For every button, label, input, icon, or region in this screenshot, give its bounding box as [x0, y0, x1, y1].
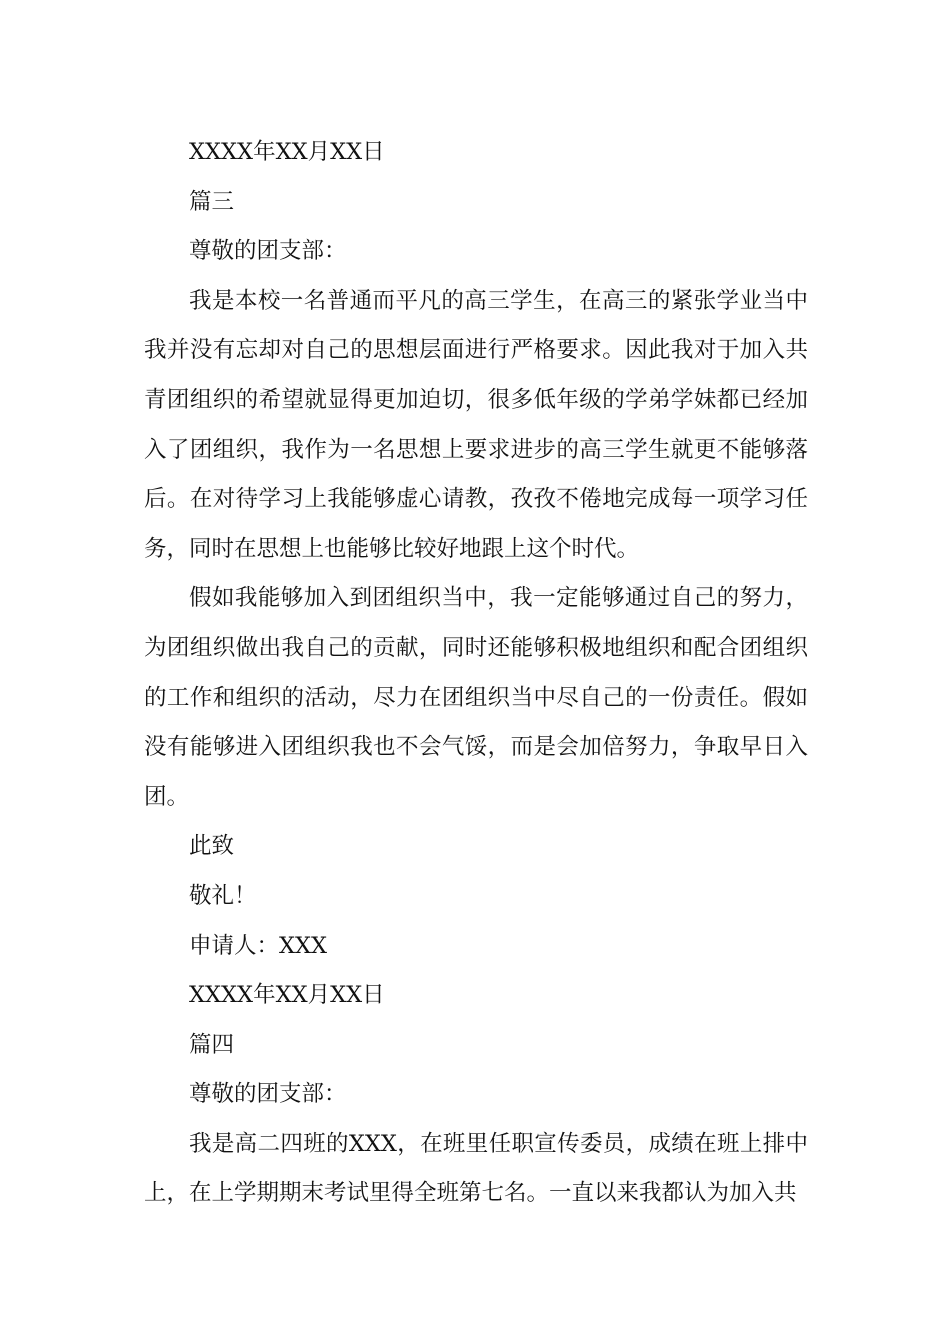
section-heading: 篇三	[189, 188, 235, 215]
body-paragraph: 我是高二四班的XXX，在班里任职宣传委员，成绩在班上排中上，在上学期期末考试里得全班第七名。一直以来我都认为加入共	[144, 1130, 808, 1207]
closing-line: 敬礼！	[189, 882, 257, 909]
salutation: 尊敬的团支部：	[189, 1081, 347, 1108]
date-line: XXXX年XX月XX日	[189, 982, 385, 1009]
body-paragraph: 假如我能够加入到团组织当中，我一定能够通过自己的努力，为团组织做出我自己的贡献，同时还能够积极地组织和配合团组织的工作和组织的活动，尽力在团组织当中尽自己的一份责任。假如没有能够进入团组织我也不会气馁，而是会加倍努力，争取早日入团。	[144, 585, 808, 810]
body-paragraph: 我是本校一名普通而平凡的高三学生，在高三的紧张学业当中我并没有忘却对自己的思想层面进行严格要求。因此我对于加入共青团组织的希望就显得更加迫切，很多低年级的学弟学妹都已经加入了团组织，我作为一名思想上要求进步的高三学生就更不能够落后。在对待学习上我能够虚心请教，孜孜不倦地完成每一项学习任务，同时在思想上也能够比较好地跟上这个时代。	[144, 287, 808, 562]
document-body	[144, 128, 808, 1219]
date-line: XXXX年XX月XX日	[189, 139, 385, 165]
section-heading: 篇四	[189, 1031, 235, 1058]
applicant-line: 申请人：XXX	[189, 932, 328, 959]
salutation: 尊敬的团支部：	[189, 238, 347, 265]
closing-line: 此致	[189, 833, 235, 860]
